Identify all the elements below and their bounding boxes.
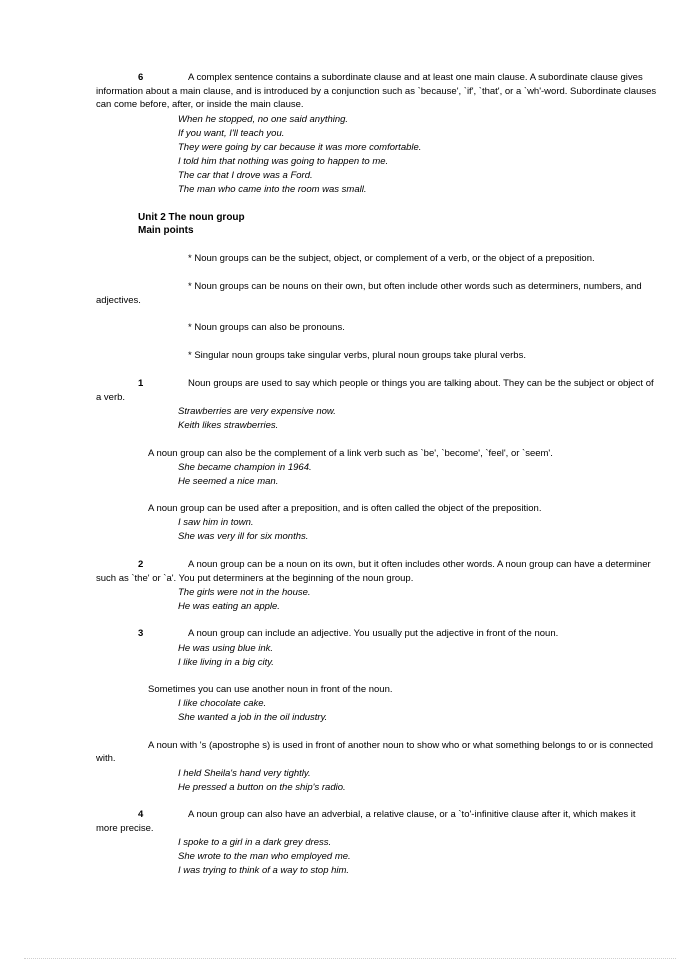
paragraph-line: information about a main clause, and is introduced by a conjunction such as `because', `if', `that', or a `wh'-word. Subordinate clauses <box>96 86 657 97</box>
example-sentence: She wanted a job in the oil industry. <box>178 712 328 723</box>
example-sentence: I spoke to a girl in a dark grey dress. <box>178 837 332 848</box>
example-sentence: I was trying to think of a way to stop him. <box>178 865 350 876</box>
example-sentence: He was using blue ink. <box>178 643 274 654</box>
paragraph-line: A noun with 's (apostrophe s) is used in front of another noun to show who or what something belongs to or is connected <box>148 740 654 751</box>
paragraph-line: Noun groups are used to say which people or things you are talking about. They can be the subject or object of <box>188 378 654 389</box>
paragraph-line: Sometimes you can use another noun in front of the noun. <box>148 684 393 695</box>
unit-title: Unit 2 The noun group <box>138 212 245 223</box>
section-number: 4 <box>138 809 144 820</box>
example-sentence: Strawberries are very expensive now. <box>178 406 336 417</box>
paragraph-line: A noun group can also be the complement of a link verb such as `be', `become', `feel', or `seem'. <box>148 448 553 459</box>
main-point: * Noun groups can be nouns on their own, but often include other words such as determiners, numbers, and <box>188 281 642 292</box>
example-sentence: The man who came into the room was small. <box>178 184 367 195</box>
paragraph-line: such as `the' or `a'. You put determiners at the beginning of the noun group. <box>96 573 414 584</box>
example-sentence: He seemed a nice man. <box>178 476 279 487</box>
example-sentence: He pressed a button on the ship's radio. <box>178 782 346 793</box>
example-sentence: I like chocolate cake. <box>178 698 267 709</box>
example-sentence: When he stopped, no one said anything. <box>178 114 349 125</box>
example-sentence: He was eating an apple. <box>178 601 280 612</box>
main-point: * Noun groups can also be pronouns. <box>188 322 345 333</box>
example-sentence: They were going by car because it was more comfortable. <box>178 142 422 153</box>
main-point: * Noun groups can be the subject, object, or complement of a verb, or the object of a preposition. <box>188 253 595 264</box>
section-number: 1 <box>138 378 144 389</box>
example-sentence: The girls were not in the house. <box>178 587 311 598</box>
paragraph-line: more precise. <box>96 823 154 834</box>
example-sentence: I held Sheila's hand very tightly. <box>178 768 311 779</box>
example-sentence: Keith likes strawberries. <box>178 420 279 431</box>
unit-subtitle: Main points <box>138 225 194 236</box>
example-sentence: I saw him in town. <box>178 517 254 528</box>
section-number: 6 <box>138 72 144 83</box>
paragraph-line: with. <box>96 753 116 764</box>
example-sentence: She was very ill for six months. <box>178 531 309 542</box>
section-number: 2 <box>138 559 144 570</box>
paragraph-line: can come before, after, or inside the main clause. <box>96 99 304 110</box>
example-sentence: She became champion in 1964. <box>178 462 312 473</box>
example-sentence: I like living in a big city. <box>178 657 274 668</box>
paragraph-line: A complex sentence contains a subordinate clause and at least one main clause. A subordinate clause gives <box>188 72 643 83</box>
example-sentence: She wrote to the man who employed me. <box>178 851 351 862</box>
main-point: * Singular noun groups take singular verbs, plural noun groups take plural verbs. <box>188 350 526 361</box>
paragraph-line: A noun group can be used after a preposition, and is often called the object of the preposition. <box>148 503 542 514</box>
paragraph-line: A noun group can also have an adverbial, a relative clause, or a `to'-infinitive clause after it, which makes it <box>188 809 636 820</box>
page-bottom-divider <box>24 958 676 959</box>
paragraph-line: A noun group can include an adjective. You usually put the adjective in front of the noun. <box>188 628 559 639</box>
example-sentence: The car that I drove was a Ford. <box>178 170 313 181</box>
example-sentence: If you want, I'll teach you. <box>178 128 285 139</box>
paragraph-line: a verb. <box>96 392 126 403</box>
section-number: 3 <box>138 628 144 639</box>
example-sentence: I told him that nothing was going to happen to me. <box>178 156 389 167</box>
main-point: adjectives. <box>96 295 141 306</box>
paragraph-line: A noun group can be a noun on its own, but it often includes other words. A noun group can have a determiner <box>188 559 651 570</box>
